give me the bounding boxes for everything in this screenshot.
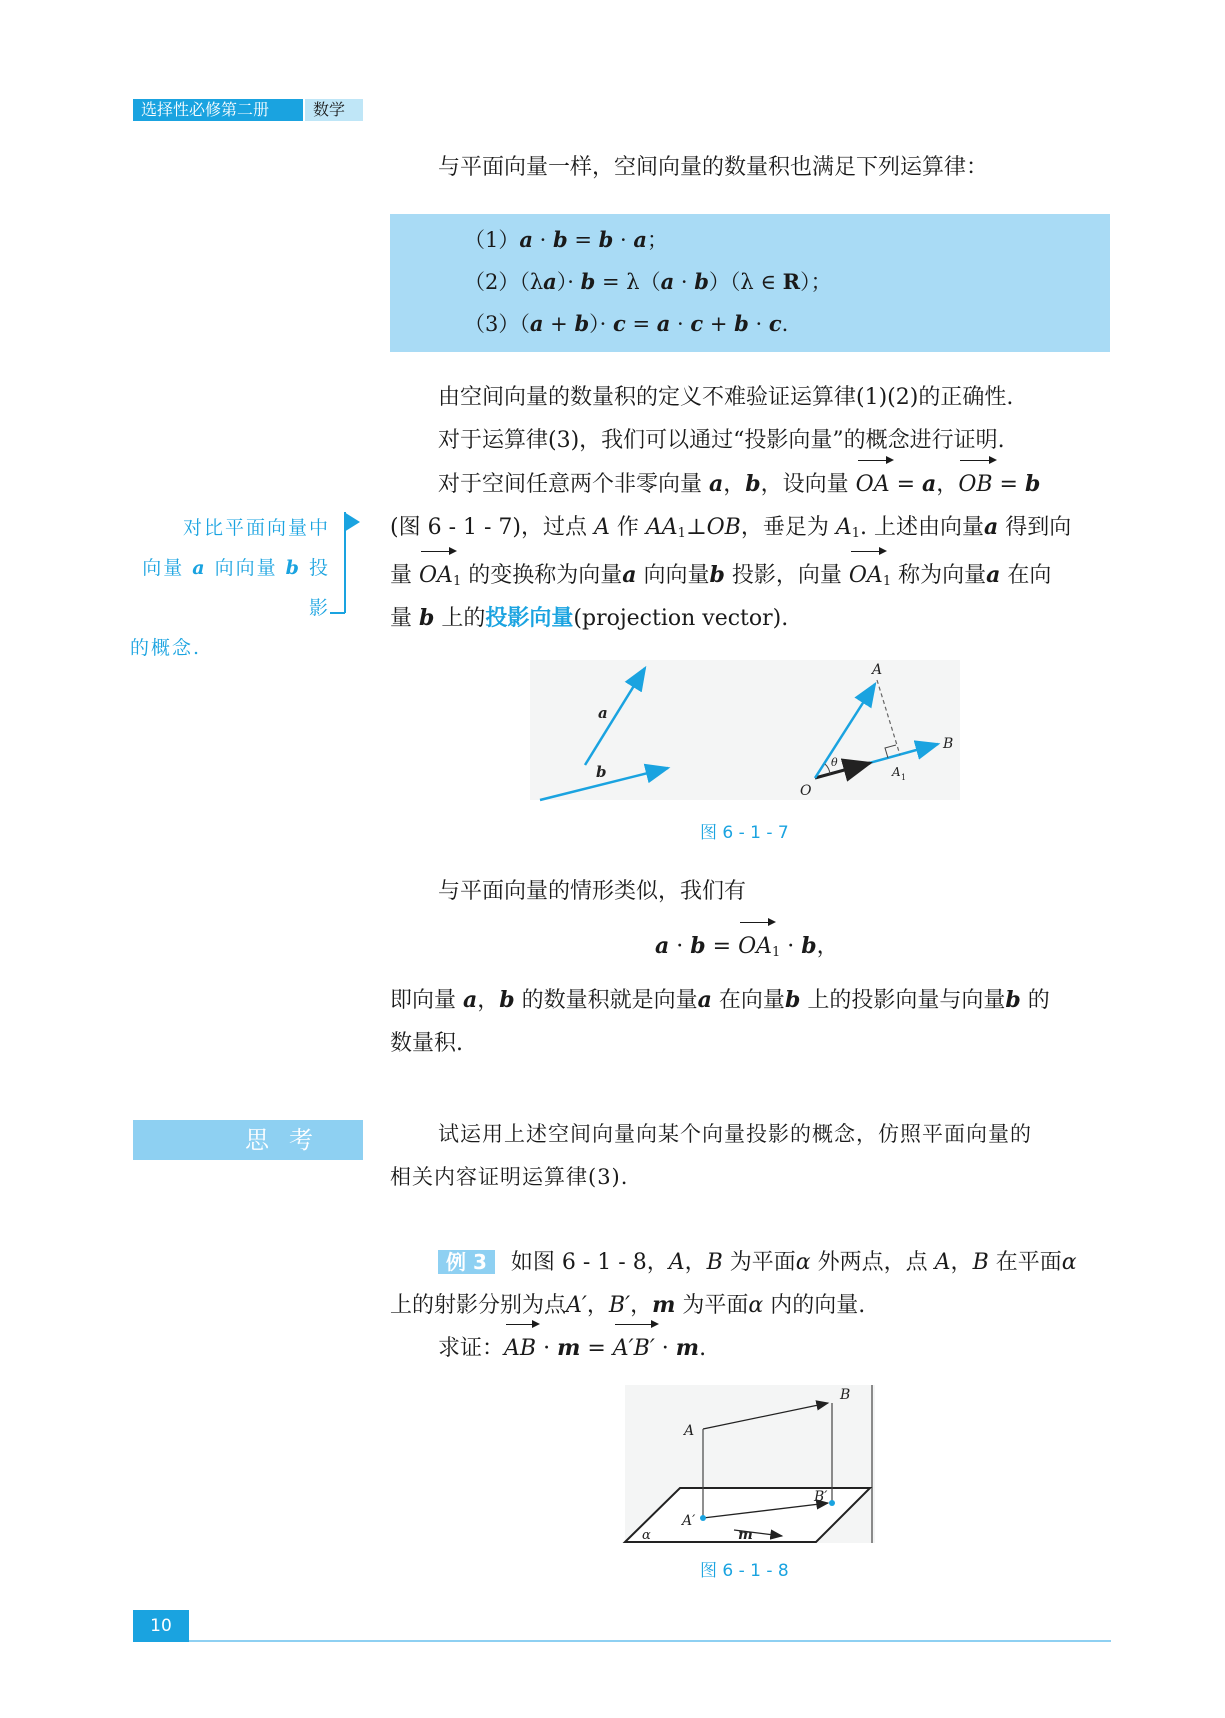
vector-apbp: A′B′	[613, 1327, 655, 1371]
svg-text:α: α	[642, 1528, 651, 1543]
law-2: （2）（λa）· b = λ（a · b）（λ ∈ R）；	[464, 269, 832, 294]
side-note-bracket	[328, 508, 364, 618]
vector-oa: OA	[856, 463, 890, 507]
example-3-line-3: 求证：AB · m = A′B′ · m.	[438, 1326, 706, 1371]
svg-text:A: A	[684, 1423, 695, 1439]
figure-6-1-7	[530, 660, 960, 810]
law-1: （1）a · b = b · a；	[464, 227, 668, 252]
svg-text:m: m	[738, 1527, 753, 1543]
subject-tab: 数学	[305, 99, 363, 121]
paragraph-3: 对于空间任意两个非零向量 a，b，设向量 OA = a，OB = b	[438, 462, 1040, 507]
figure-6-1-8-caption: 图 6 - 1 - 8	[700, 1561, 789, 1581]
example-3-tag: 例 3	[438, 1250, 495, 1274]
figure-6-1-8	[620, 1385, 880, 1550]
svg-text:A: A	[892, 765, 901, 779]
svg-text:B: B	[943, 736, 954, 752]
svg-text:b: b	[596, 763, 607, 781]
side-note: 对比平面向量中 向量 a 向向量 b 投影 的概念.	[130, 517, 330, 659]
paragraph-5: 量 $OA_1$ 的变换称为向量a 向向量b 投影，向量 $OA_1$ 称为向量a 在向	[390, 553, 1051, 604]
laws-box	[390, 214, 1110, 352]
vector-oa1-formula: OA	[738, 925, 772, 969]
example-3-line-2: 上的射影分别为点A′，B′，m 为平面α 内的向量.	[390, 1292, 866, 1318]
paragraph-9: 数量积.	[390, 1031, 463, 1056]
svg-text:a: a	[598, 704, 608, 722]
paragraph-4: (图 6 - 1 - 7)，过点 A 作 $AA_1\perp OB$，垂足为 $A_1$. 上述由向量a 得到向	[390, 514, 1072, 541]
paragraph-1: 由空间向量的数量积的定义不难验证运算律(1)(2)的正确性.	[438, 385, 1014, 410]
vector-oa1: OA	[419, 554, 453, 598]
paragraph-7: 与平面向量的情形类似，我们有	[438, 879, 747, 904]
projection-formula: $a \cdot b = OA_1 \cdot b$，	[655, 924, 839, 975]
law-3: （3）（a + b）· c = a · c + b · c.	[464, 311, 789, 336]
paragraph-6: 量 b 上的投影向量(projection vector).	[390, 605, 789, 631]
think-label: 思考	[133, 1120, 363, 1160]
think-line-2: 相关内容证明运算律(3).	[390, 1165, 629, 1189]
example-3-line-1: 例 3 如图 6 - 1 - 8，A，B 为平面α 外两点，点 A，B 在平面α	[438, 1240, 1077, 1285]
vector-oa1-2: OA	[849, 554, 883, 598]
svg-text:O: O	[800, 783, 812, 799]
intro-paragraph: 与平面向量一样，空间向量的数量积也满足下列运算律：	[438, 155, 989, 180]
paragraph-2: 对于运算律(3)，我们可以通过“投影向量”的概念进行证明.	[438, 428, 1005, 453]
svg-text:B′: B′	[814, 1489, 828, 1505]
svg-text:B: B	[840, 1387, 851, 1403]
term-projection-vector: 投影向量	[485, 605, 574, 631]
vector-ab: AB	[504, 1327, 536, 1371]
svg-text:A′: A′	[682, 1513, 696, 1529]
page-number: 10	[133, 1610, 189, 1642]
svg-text:1: 1	[901, 773, 907, 782]
footer-rule	[189, 1640, 1111, 1642]
vector-ob: OB	[958, 463, 992, 507]
book-title-tab: 选择性必修第二册	[133, 99, 303, 121]
figure-6-1-7-caption: 图 6 - 1 - 7	[700, 823, 789, 843]
svg-text:A: A	[872, 662, 883, 678]
paragraph-8: 即向量 a，b 的数量积就是向量a 在向量b 上的投影向量与向量b 的	[390, 987, 1050, 1013]
svg-text:θ: θ	[831, 756, 838, 769]
think-line-1: 试运用上述空间向量向某个向量投影的概念，仿照平面向量的	[438, 1122, 1032, 1146]
